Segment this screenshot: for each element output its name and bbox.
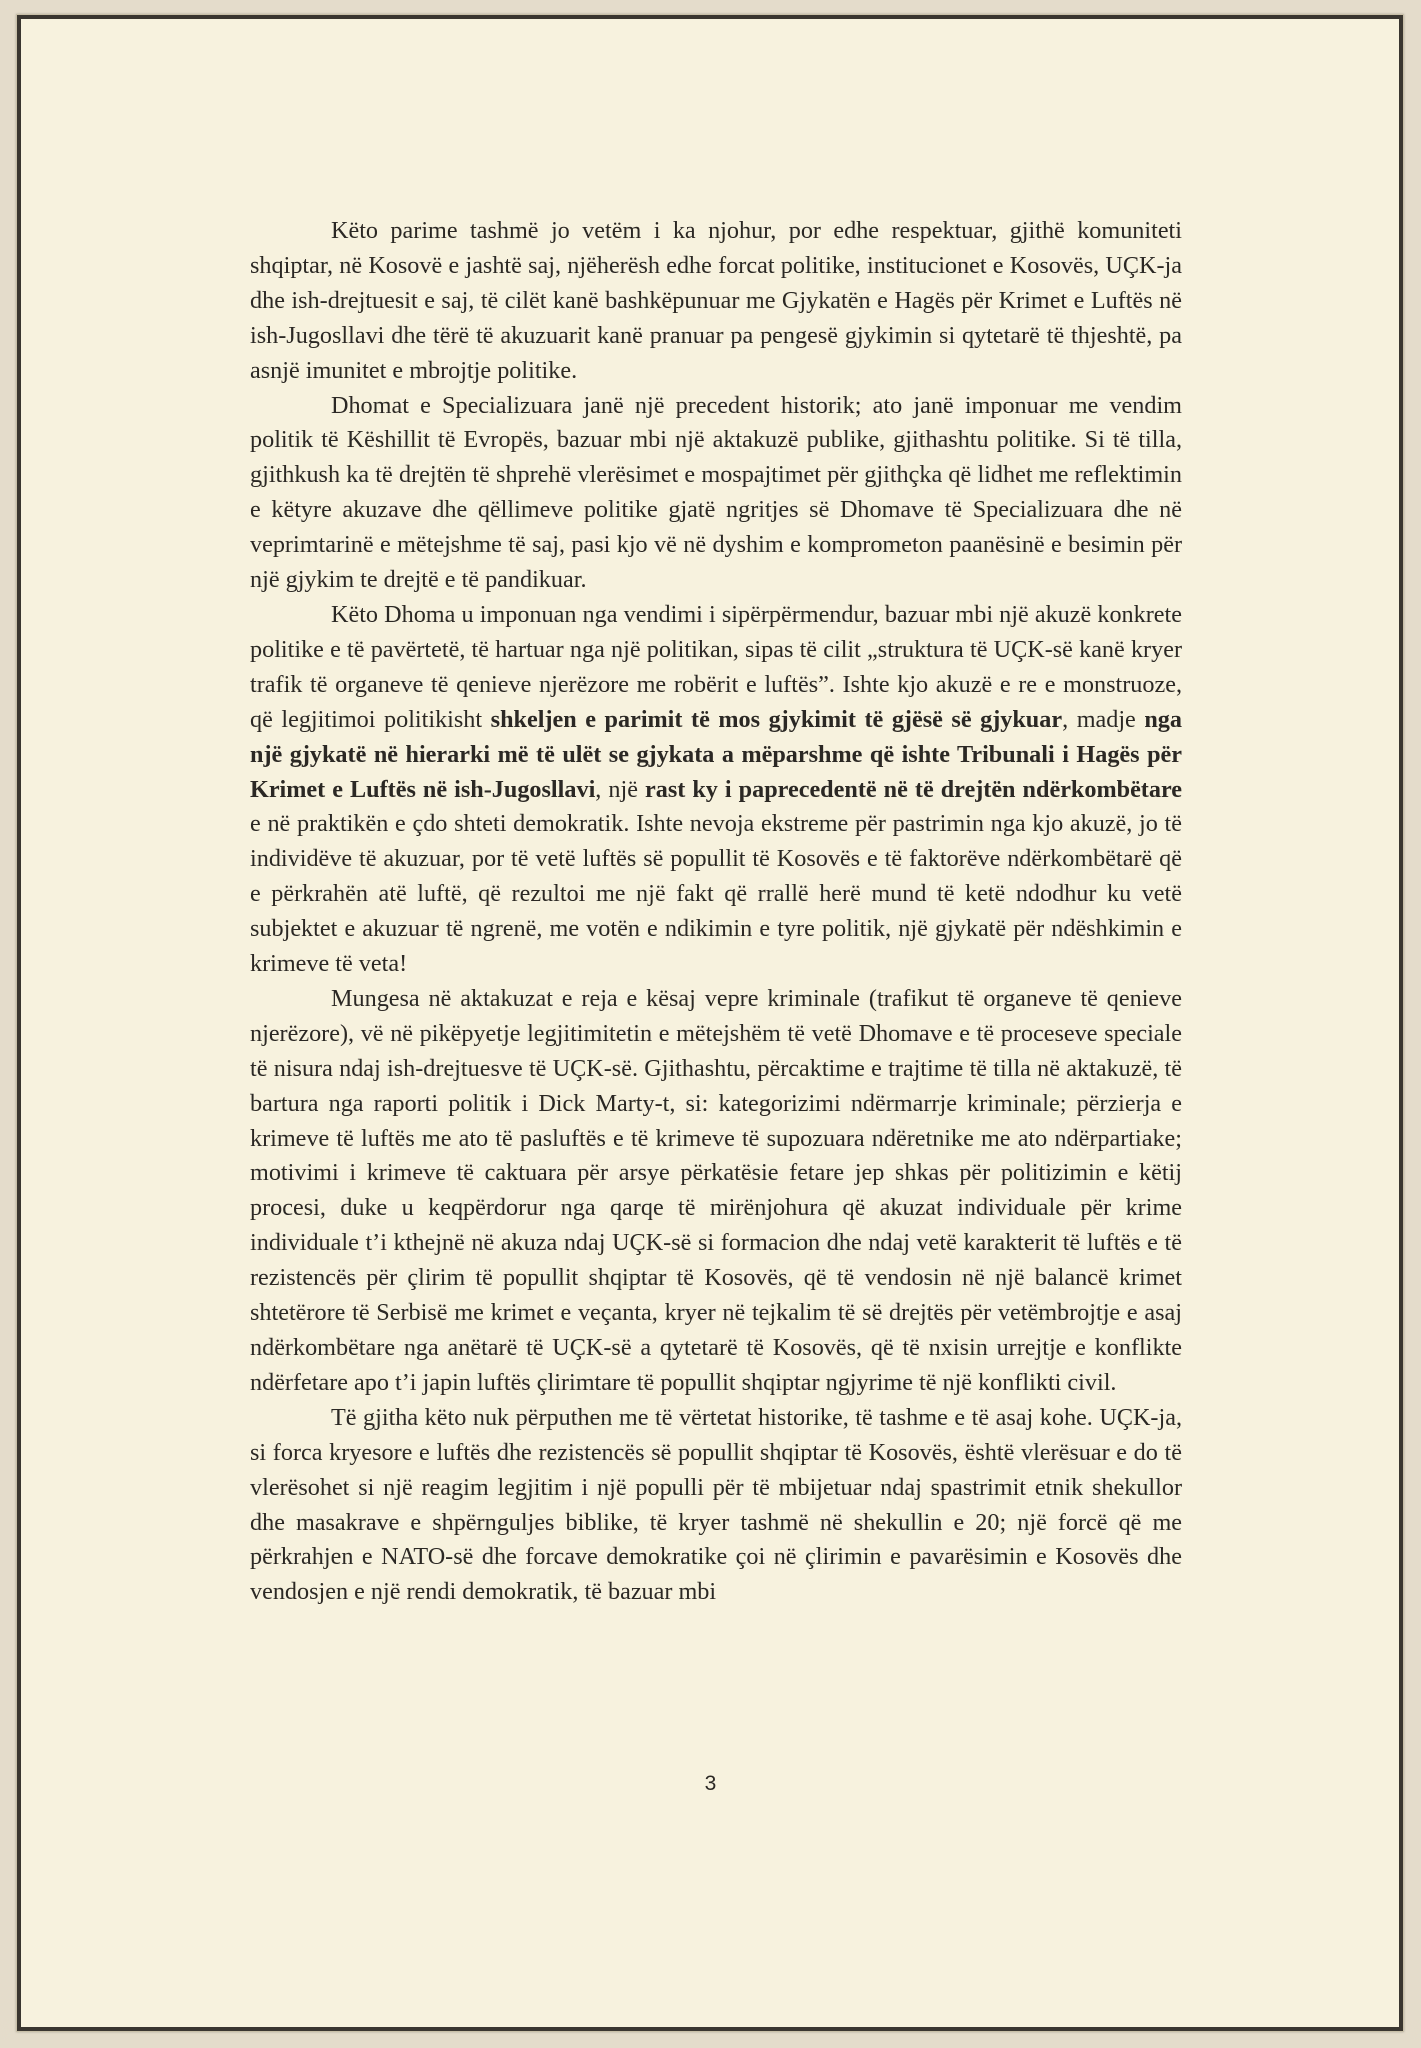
bold-phrase-unprecedented: rast ky i paprecedentë në të drejtën ndërkombëtare bbox=[644, 775, 1182, 803]
paragraph-5 bbox=[250, 1401, 1182, 1610]
paragraph-text: , madje bbox=[1062, 705, 1145, 733]
paragraph-text: Mungesa në aktakuzat e reja e kësaj vepre kriminale (trafikut të organeve të qenieve njerëzore), vë në pikëpyetje legjitimitetin e mëtejshëm të vetë Dhomave e të proceseve speciale të nisura ndaj ish-drejtuesve të UÇK-së. Gjithashtu, përcaktime e trajtime të tilla në aktakuzë, të bartura nga raporti politik i Dick Marty-t, si: kategorizimi ndërmarrje kriminale; përzierja e krimeve të luftës me ato të pasluftës e të krimeve të supozuara ndëretnike me ato ndërpartiake; motivimi i krimeve të caktuara për arsye përkatësie fetare jep shkas për politizimin e këtij procesi, duke u keqpërdorur nga qarqe të mirënjohura që akuzat individuale për krime individuale t’i kthejnë në akuza ndaj UÇK-së si formacion dhe ndaj vetë karakterit të luftës e të rezistencës për çlirim të popullit shqiptar të Kosovës, që të vendosin në një balancë krimet shtetërore të Serbisë me krimet e veçanta, kryer në tejkalim të së drejtës për vetëmbrojtje e asaj ndërkombëtare nga anëtarë të UÇK-së a qytetarë të Kosovës, që të nxisin urrejtje e konflikte ndërfetare apo t’i japin luftës çlirimtare të popullit shqiptar ngjyrime të një konflikti civil. bbox=[250, 984, 1182, 1396]
paragraph-text: Dhomat e Specializuara janë një precedent historik; ato janë imponuar me vendim politik të Këshillit të Evropës, bazuar mbi një aktakuzë publike, gjithashtu politike. Si të tilla, gjithkush ka të drejtën të shprehë vlerësimet e mospajtimet për gjithçka që lidhet me reflektimin e këtyre akuzave dhe qëllimeve politike gjatë ngritjes së Dhomave të Specializuara dhe në veprimtarinë e mëtejshme të saj, pasi kjo vë në dyshim e komprometon paanësinë e besimin për një gjykim te drejtë e të pandikuar. bbox=[250, 391, 1182, 594]
paragraph-text: Këto Dhoma u imponuan nga vendimi i sipërpërmendur, bazuar mbi një akuzë konkrete politike e të pavërtetë, të hartuar nga një politikan, sipas të cilit „struktura të UÇK-së kanë kryer trafik të organeve të qenieve njerëzore me robërit e luftës”. Ishte kjo akuzë e re e monstruoze, që legjitimoi politikisht bbox=[250, 600, 1182, 733]
paragraph-text: , një bbox=[595, 775, 645, 803]
paragraph-1 bbox=[250, 214, 1182, 389]
paragraph-2 bbox=[250, 389, 1182, 598]
document-body bbox=[250, 214, 1182, 1610]
paragraph-text: e në praktikën e çdo shteti demokratik. Ishte nevoja ekstreme për pastrimin nga kjo akuzë, jo të individëve të akuzuar, por të vetë luftës së popullit të Kosovës e të faktorëve ndërkombëtarë që e përkrahën atë luftë, që rezultoi me një fakt që rrallë herë mund të ketë ndodhur ku vetë subjektet e akuzuar të ngrenë, me votën e ndikimin e tyre politik, një gjykatë për ndëshkimin e krimeve të veta! bbox=[250, 810, 1182, 978]
paragraph-text: Këto parime tashmë jo vetëm i ka njohur, por edhe respektuar, gjithë komuniteti shqiptar, në Kosovë e jashtë saj, njëherësh edhe forcat politike, institucionet e Kosovës, UÇK-ja dhe ish-drejtuesit e saj, të cilët kanë bashkëpunuar me Gjykatën e Hagës për Krimet e Luftës në ish-Jugosllavi dhe tërë të akuzuarit kanë pranuar pa pengesë gjykimin si qytetarë të thjeshtë, pa asnjë imunitet e mbrojtje politike. bbox=[250, 217, 1182, 384]
bold-phrase-lower-court: nga një gjykatë në hierarki më të ulët se gjykata a mëparshme që ishte Tribunali i Hagës për Krimet e Luftës në ish-Jugosllavi bbox=[250, 705, 1182, 803]
page-number: 3 bbox=[704, 1772, 717, 1795]
paragraph-4 bbox=[250, 982, 1182, 1401]
bold-phrase-res-judicata: shkeljen e parimit të mos gjykimit të gjësë së gjykuar bbox=[490, 705, 1063, 733]
paragraph-3 bbox=[250, 598, 1182, 982]
paragraph-text: Të gjitha këto nuk përputhen me të vërtetat historike, të tashme e të asaj kohe. UÇK-ja, si forca kryesore e luftës dhe rezistencës së popullit shqiptar të Kosovës, është vlerësuar e do të vlerësohet si një reagim legjitim i një populli për të mbijetuar ndaj spastrimit etnik shekullor dhe masakrave e shpërnguljes biblike, të kryer tashmë në shekullin e 20; një forcë që me përkrahjen e NATO-së dhe forcave demokratike çoi në çlirimin e pavarësimin e Kosovës dhe vendosjen e një rendi demokratik, të bazuar mbi bbox=[250, 1403, 1182, 1606]
